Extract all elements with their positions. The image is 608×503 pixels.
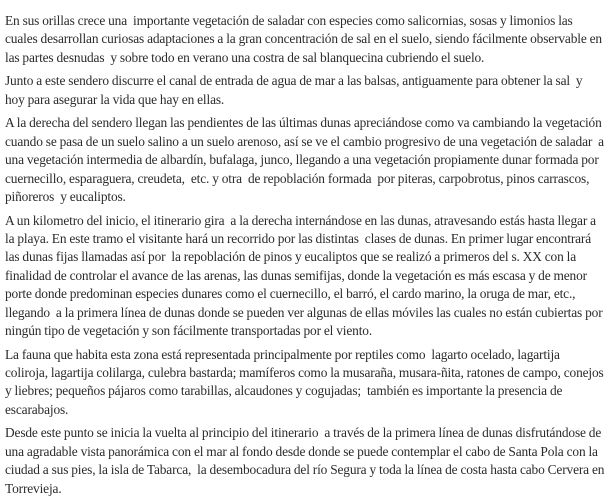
- document-body: [5, 12, 608, 503]
- paragraph-water-canal: Junto a este sendero discurre el canal de entrada de agua de mar a las balsas, antiguamente para obtener la sal y hoy para asegurar la vida que hay en ellas.: [5, 73, 586, 107]
- paragraph-dune-slopes: A la derecha del sendero llegan las pendientes de las últimas dunas apreciándose como va cambiando la vegetación cuando se pasa de un suelo salino a un suelo arenoso, así se ve el cambio progresivo de una vegetación de saladar a una vegetación intermedia de albardín, bufalaga, junco, llegando a una vegetación propiamente dunar formada por cuernecillo, esparaguera, creudeta, etc. y otra de repoblación formada por piteras, carpobrotus, pinos carrascos, piñoreros y eucaliptos.: [5, 115, 607, 205]
- paragraph-fauna: La fauna que habita esta zona está representada principalmente por reptiles como lagarto ocelado, lagartija coliroja, lagartija colilarga, culebra bastarda; mamíferos como la musaraña, musara-ñita, ratones de campo, conejos y liebres; pequeños pájaros como tarabillas, alcaudones y cogujadas; también es importante la presencia de escarabajos.: [5, 346, 607, 417]
- paragraph-return-route: Desde este punto se inicia la vuelta al principio del itinerario a través de la primera línea de dunas disfrutándose de una agradable vista panorámica con el mar al fondo desde donde se puede contemplar el cabo de Santa Pola con la ciudad a sus pies, la isla de Tabarca, la desembocadura del río Segura y toda la línea de costa hasta cabo Cervera en Torrevieja.: [5, 425, 608, 496]
- paragraph-saladar-vegetation: En sus orillas crece una importante vegetación de saladar con especies como salicornias, sosas y limonios las cuales desarrollan curiosas adaptaciones a la gran concentración de sal en el suelo, siendo fácilmente observable en las partes desnudas y sobre todo en verano una costra de sal blanquecina cubriendo el suelo.: [5, 13, 605, 65]
- paragraph-dune-types: A un kilometro del inicio, el itinerario gira a la derecha internándose en las dunas, atravesando estás hasta llegar a la playa. En este tramo el visitante hará un recorrido por las distintas clases de dunas. En primer lugar encontrará las dunas fijas llamadas así por la repoblación de pinos y eucaliptos que se realizó a primeros del s. XX con la finalidad de controlar el avance de las arenas, las dunas semifijas, donde la vegetación es más escasa y de menor porte donde predominan especies dunares como el cuernecillo, el barró, el cardo marino, la oruga de mar, etc., llegando a la primera línea de dunas donde se pueden ver algunas de ellas móviles las cuales no están cubiertas por ningún tipo de vegetación y son fácilmente transportadas por el viento.: [5, 212, 606, 339]
